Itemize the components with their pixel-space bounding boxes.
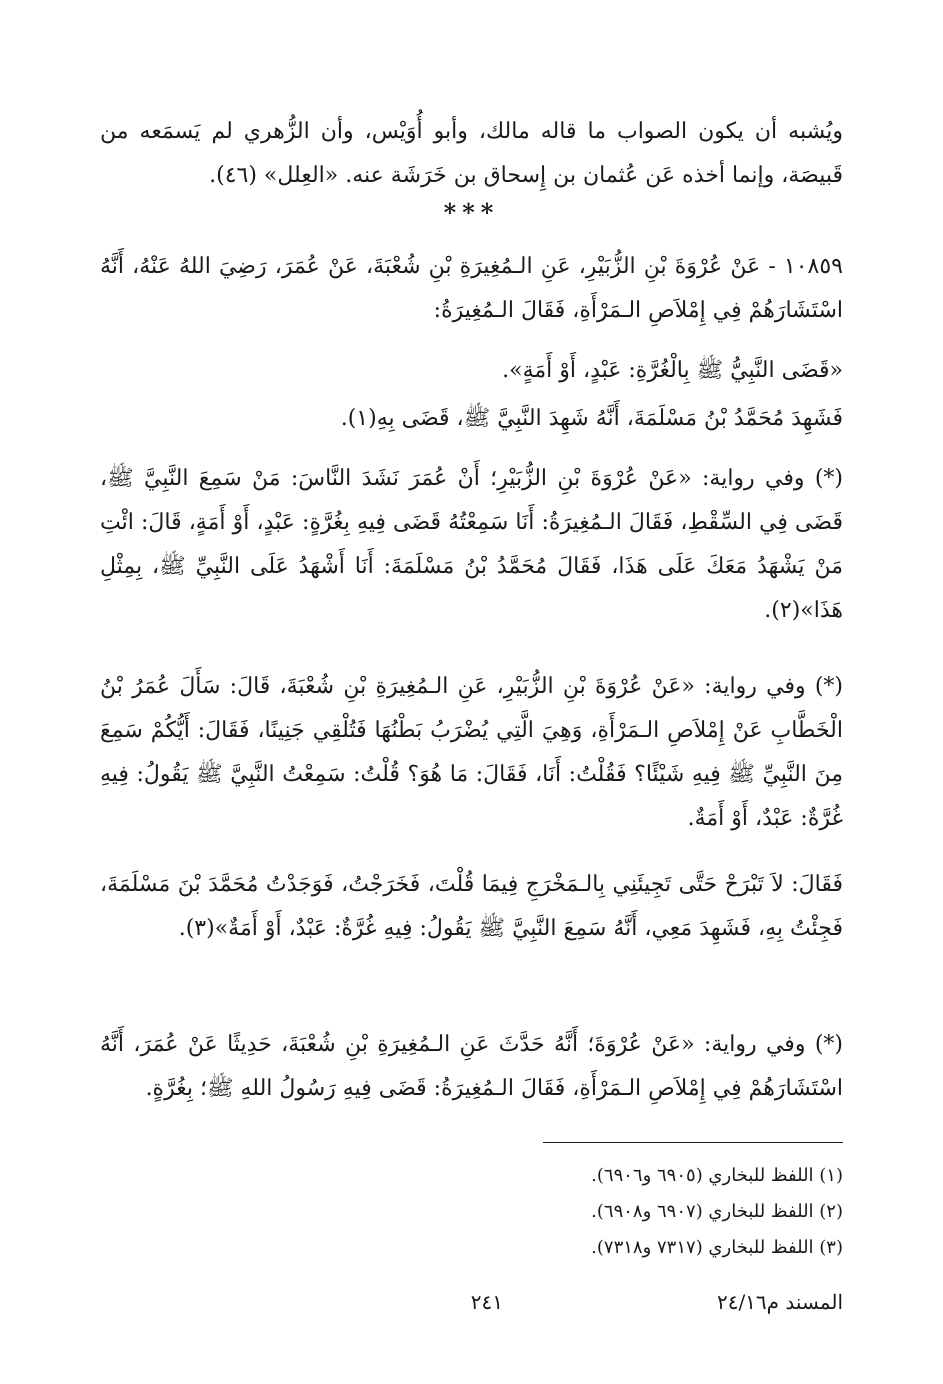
riwaya-paragraph-1: (*) وفي رواية: «عَنْ عُرْوَةَ بْنِ الزُّبَيْرِ؛ أَنْ عُمَرَ نَشَدَ النَّاسَ: مَنْ سَمِعَ النَّبِيَّ ﷺ، قَضَى فِي السِّقْطِ، فَقَالَ الـمُغِيرَةُ: أَنَا سَمِعْتُهُ قَضَى فِيهِ بِغُرَّةٍ: عَبْدٍ، أَوْ أَمَةٍ، قَالَ: ائْتِ مَنْ يَشْهَدُ مَعَكَ عَلَى هَذَا، فَقَالَ مُحَمَّدُ بْنُ مَسْلَمَةَ: أَنَا أَشْهَدُ عَلَى النَّبِيِّ ﷺ، بِمِثْلِ هَذَا»(٢).: [100, 466, 843, 623]
intro-paragraph: ويُشبه أن يكون الصواب ما قاله مالك، وأبو أُوَيْس، وأن الزُّهري لم يَسمَعه من قَبيصَة، وإنما أخذه عَن عُثمان بن إِسحاق بن خَرَشَة عنه. «العِلل» (٤٦).: [100, 119, 843, 188]
document-page: [100, 0, 843, 1384]
page-number: ٢٤١: [470, 1290, 503, 1314]
footnote-divider: [543, 1142, 843, 1143]
riwaya-paragraph-2-continued: فَقَالَ: لاَ تَبْرَحْ حَتَّى تَجِيئَنِي بِالـمَخْرَجِ فِيمَا قُلْتَ، فَخَرَجْتُ، فَوَجَدْتُ مُحَمَّدَ بْنَ مَسْلَمَةَ، فَجِئْتُ بِهِ، فَشَهِدَ مَعِي، أَنَّهُ سَمِعَ النَّبِيَّ ﷺ يَقُولُ: فِيهِ غُرَّةٌ: عَبْدٌ، أَوْ أَمَةٌ»(٣).: [100, 872, 843, 941]
page-footer: [100, 1290, 843, 1324]
footnote-1: (١) اللفظ للبخاري (٦٩٠٥ و٦٩٠٦).: [591, 1165, 843, 1186]
footnote-2: (٢) اللفظ للبخاري (٦٩٠٧ و٦٩٠٨).: [591, 1201, 843, 1222]
hadith-paragraph: ١٠٨٥٩ - عَنْ عُرْوَةَ بْنِ الزُّبَيْرِ، عَنِ الـمُغِيرَةِ بْنِ شُعْبَةَ، عَنْ عُمَرَ، رَضِيَ اللهُ عَنْهُ، أَنَّهُ اسْتَشَارَهُمْ فِي إِمْلاَصِ الـمَرْأَةِ، فَقَالَ الـمُغِيرَةُ:: [100, 254, 843, 323]
riwaya-paragraph-3: (*) وفي رواية: «عَنْ عُرْوَةَ؛ أَنَّهُ حَدَّثَ عَنِ الـمُغِيرَةِ بْنِ شُعْبَةَ، حَدِيثًا عَنْ عُمَرَ، أَنَّهُ اسْتَشَارَهُمْ فِي إِمْلاَصِ الـمَرْأَةِ، فَقَالَ الـمُغِيرَةُ: قَضَى فِيهِ رَسُولُ اللهِ ﷺ؛ بِغُرَّةٍ.: [100, 1032, 843, 1101]
volume-label: المسند م٢٤/١٦: [716, 1290, 843, 1314]
hadith-witness-line: فَشَهِدَ مُحَمَّدُ بْنُ مَسْلَمَةَ، أَنَّهُ شَهِدَ النَّبِيَّ ﷺ، قَضَى بِهِ(١).: [340, 406, 843, 431]
section-separator: ***: [443, 198, 500, 227]
hadith-quote-line: «قَضَى النَّبِيُّ ﷺ بِالْغُرَّةِ: عَبْدٍ، أَوْ أَمَةٍ».: [502, 358, 843, 383]
footnote-3: (٣) اللفظ للبخاري (٧٣١٧ و٧٣١٨).: [591, 1237, 843, 1258]
riwaya-paragraph-2: (*) وفي رواية: «عَنْ عُرْوَةَ بْنِ الزُّبَيْرِ، عَنِ الـمُغِيرَةِ بْنِ شُعْبَةَ، قَالَ: سَأَلَ عُمَرُ بْنُ الْخَطَّابِ عَنْ إِمْلاَصِ الـمَرْأَةِ، وَهِيَ الَّتِي يُضْرَبُ بَطْنُهَا فَتُلْقِي جَنِينًا، فَقَالَ: أَيُّكُمْ سَمِعَ مِنَ النَّبِيِّ ﷺ فِيهِ شَيْئًا؟ فَقُلْتُ: أَنَا، فَقَالَ: مَا هُوَ؟ قُلْتُ: سَمِعْتُ النَّبِيَّ ﷺ يَقُولُ: فِيهِ غُرَّةٌ: عَبْدٌ، أَوْ أَمَةٌ.: [100, 674, 843, 831]
